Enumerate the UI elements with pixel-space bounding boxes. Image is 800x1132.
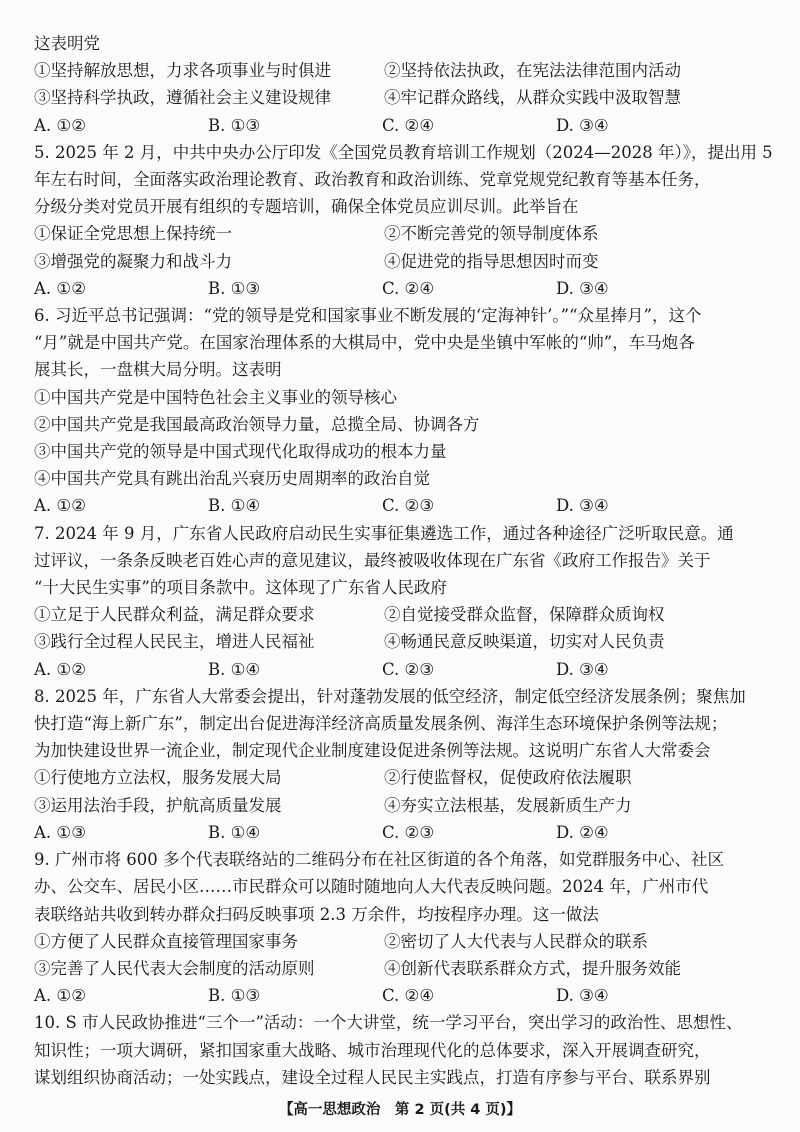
question-stem-line: “月”就是中国共产党。在国家治理体系的大棋局中，党中央是坐镇中军帐的“帅”，车马炮各 — [34, 333, 695, 353]
options-row — [34, 955, 780, 982]
answer-a: A. ①② — [34, 115, 86, 135]
answer-b: B. ①③ — [208, 115, 261, 135]
question-stem-line: 谋划组织协商活动；一处实践点，建设全过程人民民主实践点，打造有序参与平台、联系界别 — [34, 1067, 711, 1087]
answer-b: B. ①③ — [208, 986, 261, 1006]
option-1: ①坚持解放思想，力求各项事业与时俱进 — [34, 61, 331, 81]
answer-choices — [34, 819, 780, 846]
answer-choices — [34, 492, 780, 519]
question-stem-line: 9. 广州市将 600 多个代表联络站的二维码分布在社区街道的各个角落，如党群服务中心、社区 — [34, 850, 724, 870]
option-1: ①行使地方立法权，服务发展大局 — [34, 768, 282, 788]
question-stem-line: 快打造“海上新广东”，制定出台促进海洋经济高质量发展条例、海洋生态环境保护条例等法规； — [34, 714, 728, 734]
option-3: ③完善了人民代表大会制度的活动原则 — [34, 958, 315, 978]
question-stem-line: 5. 2025 年 2 月，中共中央办公厅印发《全国党员教育培训工作规划（2024—2028 年）》，提出用 5 — [34, 142, 773, 162]
answer-choices — [34, 112, 780, 139]
question-6 — [34, 302, 780, 520]
option-2: ②坚持依法执政，在宪法法律范围内活动 — [384, 61, 681, 81]
option-1: ①保证全党思想上保持统一 — [34, 224, 232, 244]
question-4 — [34, 30, 780, 139]
question-stem-line: 年左右时间，全面落实政治理论教育、政治教育和政治训练、党章党规党纪教育等基本任务， — [34, 170, 711, 190]
option-2: ②自觉接受群众监督，保障群众质询权 — [384, 605, 665, 625]
option-3: ③中国共产党的领导是中国式现代化取得成功的根本力量 — [34, 442, 447, 462]
question-stem: 这表明党 — [34, 34, 100, 53]
footer-label: 【高一思想政治 第 2 页(共 4 页)】 — [278, 1102, 522, 1118]
option-3: ③坚持科学执政，遵循社会主义建设规律 — [34, 88, 331, 108]
question-7 — [34, 520, 780, 683]
answer-a: A. ①② — [34, 496, 86, 516]
option-4: ④中国共产党具有跳出治乱兴衰历史周期率的政治自觉 — [34, 469, 430, 489]
options-row — [34, 601, 780, 628]
question-stem-line: 展其长，一盘棋大局分明。这表明 — [34, 360, 282, 380]
option-1: ①中国共产党是中国特色社会主义事业的领导核心 — [34, 387, 397, 407]
answer-c: C. ②③ — [382, 822, 435, 842]
option-2: ②中国共产党是我国最高政治领导力量，总揽全局、协调各方 — [34, 414, 480, 434]
question-stem-line: 过评议，一条条反映老百姓心声的意见建议，最终被吸收体现在广东省《政府工作报告》关于 — [34, 550, 711, 570]
options-row — [34, 220, 780, 247]
question-stem-line: 10. S 市人民政协推进“三个一”活动：一个大讲堂，统一学习平台，突出学习的政治性、思想性、 — [34, 1013, 743, 1033]
answer-d: D. ③④ — [556, 496, 609, 516]
question-stem-line: 7. 2024 年 9 月，广东省人民政府启动民生实事征集遴选工作，通过各种途径广泛听取民意。通 — [34, 523, 734, 543]
answer-b: B. ①④ — [208, 659, 261, 679]
option-4: ④促进党的指导思想因时而变 — [384, 251, 599, 271]
question-10 — [34, 1009, 780, 1091]
question-stem-line: 8. 2025 年，广东省人大常委会提出，针对蓬勃发展的低空经济，制定低空经济发展条例；聚焦加 — [34, 686, 746, 706]
answer-a: A. ①② — [34, 278, 86, 298]
option-3: ③增强党的凝聚力和战斗力 — [34, 251, 232, 271]
option-2: ②行使监督权，促使政府依法履职 — [384, 768, 632, 788]
option-2: ②密切了人大代表与人民群众的联系 — [384, 931, 648, 951]
question-stem-line: “十大民生实事”的项目条款中。这体现了广东省人民政府 — [34, 578, 447, 598]
answer-c: C. ②③ — [382, 496, 435, 516]
options-row — [34, 84, 780, 111]
options-row — [34, 928, 780, 955]
answer-d: D. ③④ — [556, 115, 609, 135]
option-1: ①立足于人民群众利益，满足群众要求 — [34, 605, 315, 625]
question-8 — [34, 683, 780, 846]
option-2: ②不断完善党的领导制度体系 — [384, 224, 599, 244]
answer-b: B. ①④ — [208, 822, 261, 842]
answer-b: B. ①④ — [208, 496, 261, 516]
answer-a: A. ①③ — [34, 822, 86, 842]
option-3: ③运用法治手段，护航高质量发展 — [34, 795, 282, 815]
question-5 — [34, 139, 780, 302]
question-stem-line: 分级分类对党员开展有组织的专题培训，确保全体党员应训尽训。此举旨在 — [34, 197, 579, 217]
question-stem-line: 6. 习近平总书记强调：“党的领导是党和国家事业不断发展的‘定海神针’。”“众星捧月”，这个 — [34, 306, 702, 326]
option-1: ①方便了人民群众直接管理国家事务 — [34, 931, 298, 951]
options-row — [34, 764, 780, 791]
options-row — [34, 248, 780, 275]
question-stem-line: 知识性；一项大调研，紧扣国家重大战略、城市治理现代化的总体要求，深入开展调查研究， — [34, 1040, 711, 1060]
answer-b: B. ①③ — [208, 278, 261, 298]
option-4: ④夯实立法根基，发展新质生产力 — [384, 795, 632, 815]
answer-c: C. ②③ — [382, 659, 435, 679]
answer-a: A. ①② — [34, 986, 86, 1006]
answer-d: D. ③④ — [556, 278, 609, 298]
options-row — [34, 628, 780, 655]
answer-choices — [34, 982, 780, 1009]
page-footer — [0, 1098, 800, 1119]
question-9 — [34, 846, 780, 1009]
option-4: ④牢记群众路线，从群众实践中汲取智慧 — [384, 88, 681, 108]
question-stem-line: 为加快建设世界一流企业，制定现代企业制度建设促进条例等法规。这说明广东省人大常委会 — [34, 741, 711, 761]
option-3: ③践行全过程人民民主，增进人民福祉 — [34, 632, 315, 652]
answer-a: A. ①② — [34, 659, 86, 679]
question-stem-line: 表联络站共收到转办群众扫码反映事项 2.3 万余件，均按程序办理。这一做法 — [34, 904, 599, 924]
answer-choices — [34, 656, 780, 683]
option-4: ④创新代表联系群众方式，提升服务效能 — [384, 958, 681, 978]
option-4: ④畅通民意反映渠道，切实对人民负责 — [384, 632, 665, 652]
answer-c: C. ②④ — [382, 115, 435, 135]
answer-d: D. ③④ — [556, 986, 609, 1006]
exam-page — [34, 30, 780, 1091]
question-stem-line: 办、公交车、居民小区……市民群众可以随时随地向人大代表反映问题。2024 年，广州市代 — [34, 877, 709, 897]
options-row — [34, 57, 780, 84]
answer-d: D. ②④ — [556, 822, 609, 842]
answer-choices — [34, 275, 780, 302]
options-row — [34, 792, 780, 819]
answer-c: C. ②④ — [382, 986, 435, 1006]
answer-c: C. ②④ — [382, 278, 435, 298]
answer-d: D. ③④ — [556, 659, 609, 679]
